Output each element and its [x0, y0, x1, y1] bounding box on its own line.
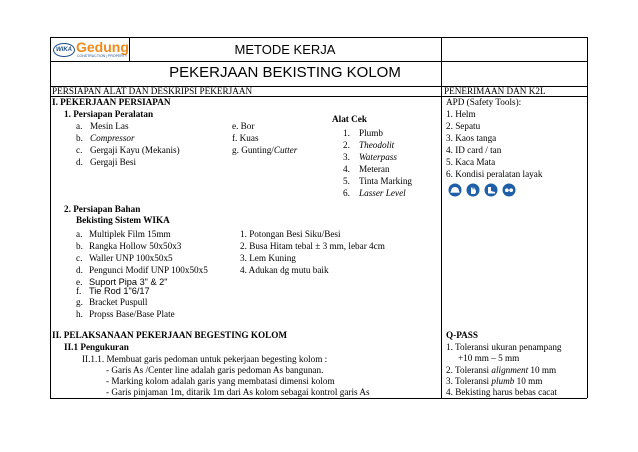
- tool-letter: d.: [76, 157, 83, 167]
- qpass-item: [446, 376, 542, 387]
- material-extra-item: 1. Potongan Besi Siku/Besi: [240, 229, 341, 239]
- subsection-1-title: 1. Persiapan Peralatan: [64, 109, 154, 119]
- section-2-subtitle: II.1 Pengukuran: [64, 342, 129, 352]
- material-letter: f.: [76, 286, 82, 296]
- qpass-item-italic: alignment: [491, 365, 529, 375]
- material-letter: b.: [76, 241, 83, 251]
- qpass-item-continued: +10 mm – 5 mm: [458, 353, 520, 363]
- apd-item: 6. Kondisi peralatan layak: [446, 169, 543, 179]
- logo-wika: WIKA: [53, 43, 75, 57]
- alat-cek-item: Theodolit: [359, 140, 395, 150]
- material-item: Propss Base/Base Plate: [89, 309, 175, 319]
- document-title: METODE KERJA: [234, 42, 336, 57]
- tool-letter: b.: [76, 133, 83, 143]
- apd-title: APD (Safety Tools):: [446, 97, 522, 107]
- qpass-item-prefix: 2. Toleransi: [446, 365, 492, 375]
- tool-letter: c.: [76, 145, 83, 155]
- material-letter: h.: [76, 309, 83, 319]
- qpass-title: Q-PASS: [446, 330, 478, 340]
- apd-item: 5. Kaca Mata: [446, 157, 496, 167]
- alat-cek-number: 3.: [343, 152, 350, 162]
- material-extra-item: 2. Busa Hitam tebal ± 3 mm, lebar 4cm: [240, 241, 385, 251]
- qpass-item: [446, 365, 556, 376]
- left-column-heading: PERSIAPAN ALAT DAN DESKRIPSI PEKERJAAN: [52, 86, 253, 96]
- tool-item: f. Kuas: [232, 133, 259, 143]
- qpass-item-italic: plumb: [491, 376, 515, 386]
- material-item: Waller UNP 100x50x5: [89, 253, 173, 263]
- alat-cek-title: Alat Cek: [332, 114, 367, 124]
- alat-cek-number: 4.: [343, 164, 350, 174]
- qpass-item: 4. Bekisting harus bebas cacat: [446, 387, 557, 397]
- company-logo: [53, 40, 127, 59]
- subsection-2-subtitle: Bekisting Sistem WIKA: [76, 215, 170, 225]
- material-item: Pengunci Modif UNP 100x50x5: [89, 265, 208, 275]
- tool-item-prefix: g. Gunting/: [232, 145, 274, 155]
- tool-item: e. Bor: [232, 121, 255, 131]
- apd-item: 1. Helm: [446, 109, 476, 119]
- tool-item: Mesin Las: [90, 121, 129, 131]
- material-letter: d.: [76, 265, 83, 275]
- alat-cek-item: Meteran: [359, 164, 390, 174]
- qpass-item-suffix: 10 mm: [514, 376, 543, 386]
- apd-item: 3. Kaos tanga: [446, 133, 497, 143]
- alat-cek-number: 6.: [343, 188, 350, 198]
- section-1-title: I. PEKERJAAN PERSIAPAN: [52, 97, 171, 107]
- logo-tagline: CONSTRUCTION | PROPERTY: [77, 54, 128, 58]
- bullet-item: - Garis As /Center line adalah garis pedoman As bangunan.: [106, 365, 324, 375]
- material-item: Tie Rod 1"6/17: [89, 286, 150, 296]
- material-letter: e.: [76, 277, 83, 287]
- bullet-item: - Marking kolom adalah garis yang membatasi dimensi kolom: [106, 376, 335, 386]
- material-item: Suport Pipa 3" & 2": [89, 277, 168, 287]
- document-subtitle: PEKERJAAN BEKISTING KOLOM: [169, 64, 401, 81]
- material-extra-item: 3. Lem Kuning: [240, 253, 296, 263]
- material-item: Bracket Puspull: [89, 297, 148, 307]
- apd-item: 2. Sepatu: [446, 121, 481, 131]
- qpass-item-prefix: 3. Toleransi: [446, 376, 492, 386]
- glove-icon: [466, 183, 480, 197]
- bullet-item: - Garis pinjaman 1m, ditarik 1m dari As kolom sebagai kontrol garis As: [106, 387, 370, 397]
- tool-item: Compressor: [90, 133, 135, 143]
- material-item: Multiplek Film 15mm: [89, 229, 171, 239]
- section-2-step: II.1.1. Membuat garis pedoman untuk pekerjaan begesting kolom :: [82, 354, 328, 364]
- right-column-heading: PENERIMAAN DAN K2L: [444, 86, 546, 96]
- glasses-icon: [502, 183, 516, 197]
- material-letter: c.: [76, 253, 83, 263]
- material-extra-item: 4. Adukan dg mutu baik: [240, 265, 329, 275]
- qpass-item: 1. Toleransi ukuran penampang: [446, 342, 562, 352]
- logo-gedung: Gedung: [76, 39, 129, 55]
- subsection-2-title: 2. Persiapan Bahan: [64, 204, 141, 214]
- alat-cek-item: Waterpass: [359, 152, 397, 162]
- tool-item-italic: Cutter: [273, 145, 298, 155]
- alat-cek-number: 2.: [343, 140, 350, 150]
- tool-item: Gergaji Besi: [90, 157, 137, 167]
- alat-cek-item: Tinta Marking: [359, 176, 413, 186]
- tool-item: Gergaji Kayu (Mekanis): [90, 145, 180, 155]
- boot-icon: [484, 183, 498, 197]
- tool-letter: a.: [76, 121, 83, 131]
- alat-cek-item: Plumb: [359, 128, 383, 138]
- apd-item: 4. ID card / tan: [446, 145, 502, 155]
- material-letter: a.: [76, 229, 83, 239]
- qpass-item-suffix: 10 mm: [528, 365, 557, 375]
- material-item: Rangka Hollow 50x50x3: [89, 241, 182, 251]
- helmet-icon: [448, 183, 462, 197]
- tool-item: [232, 145, 297, 156]
- alat-cek-number: 5.: [343, 176, 350, 186]
- alat-cek-number: 1.: [343, 128, 350, 138]
- alat-cek-item: Lasser Level: [359, 188, 406, 198]
- section-2-title: II. PELAKSANAAN PEKERJAAN BEGESTING KOLOM: [52, 330, 288, 340]
- material-letter: g.: [76, 297, 83, 307]
